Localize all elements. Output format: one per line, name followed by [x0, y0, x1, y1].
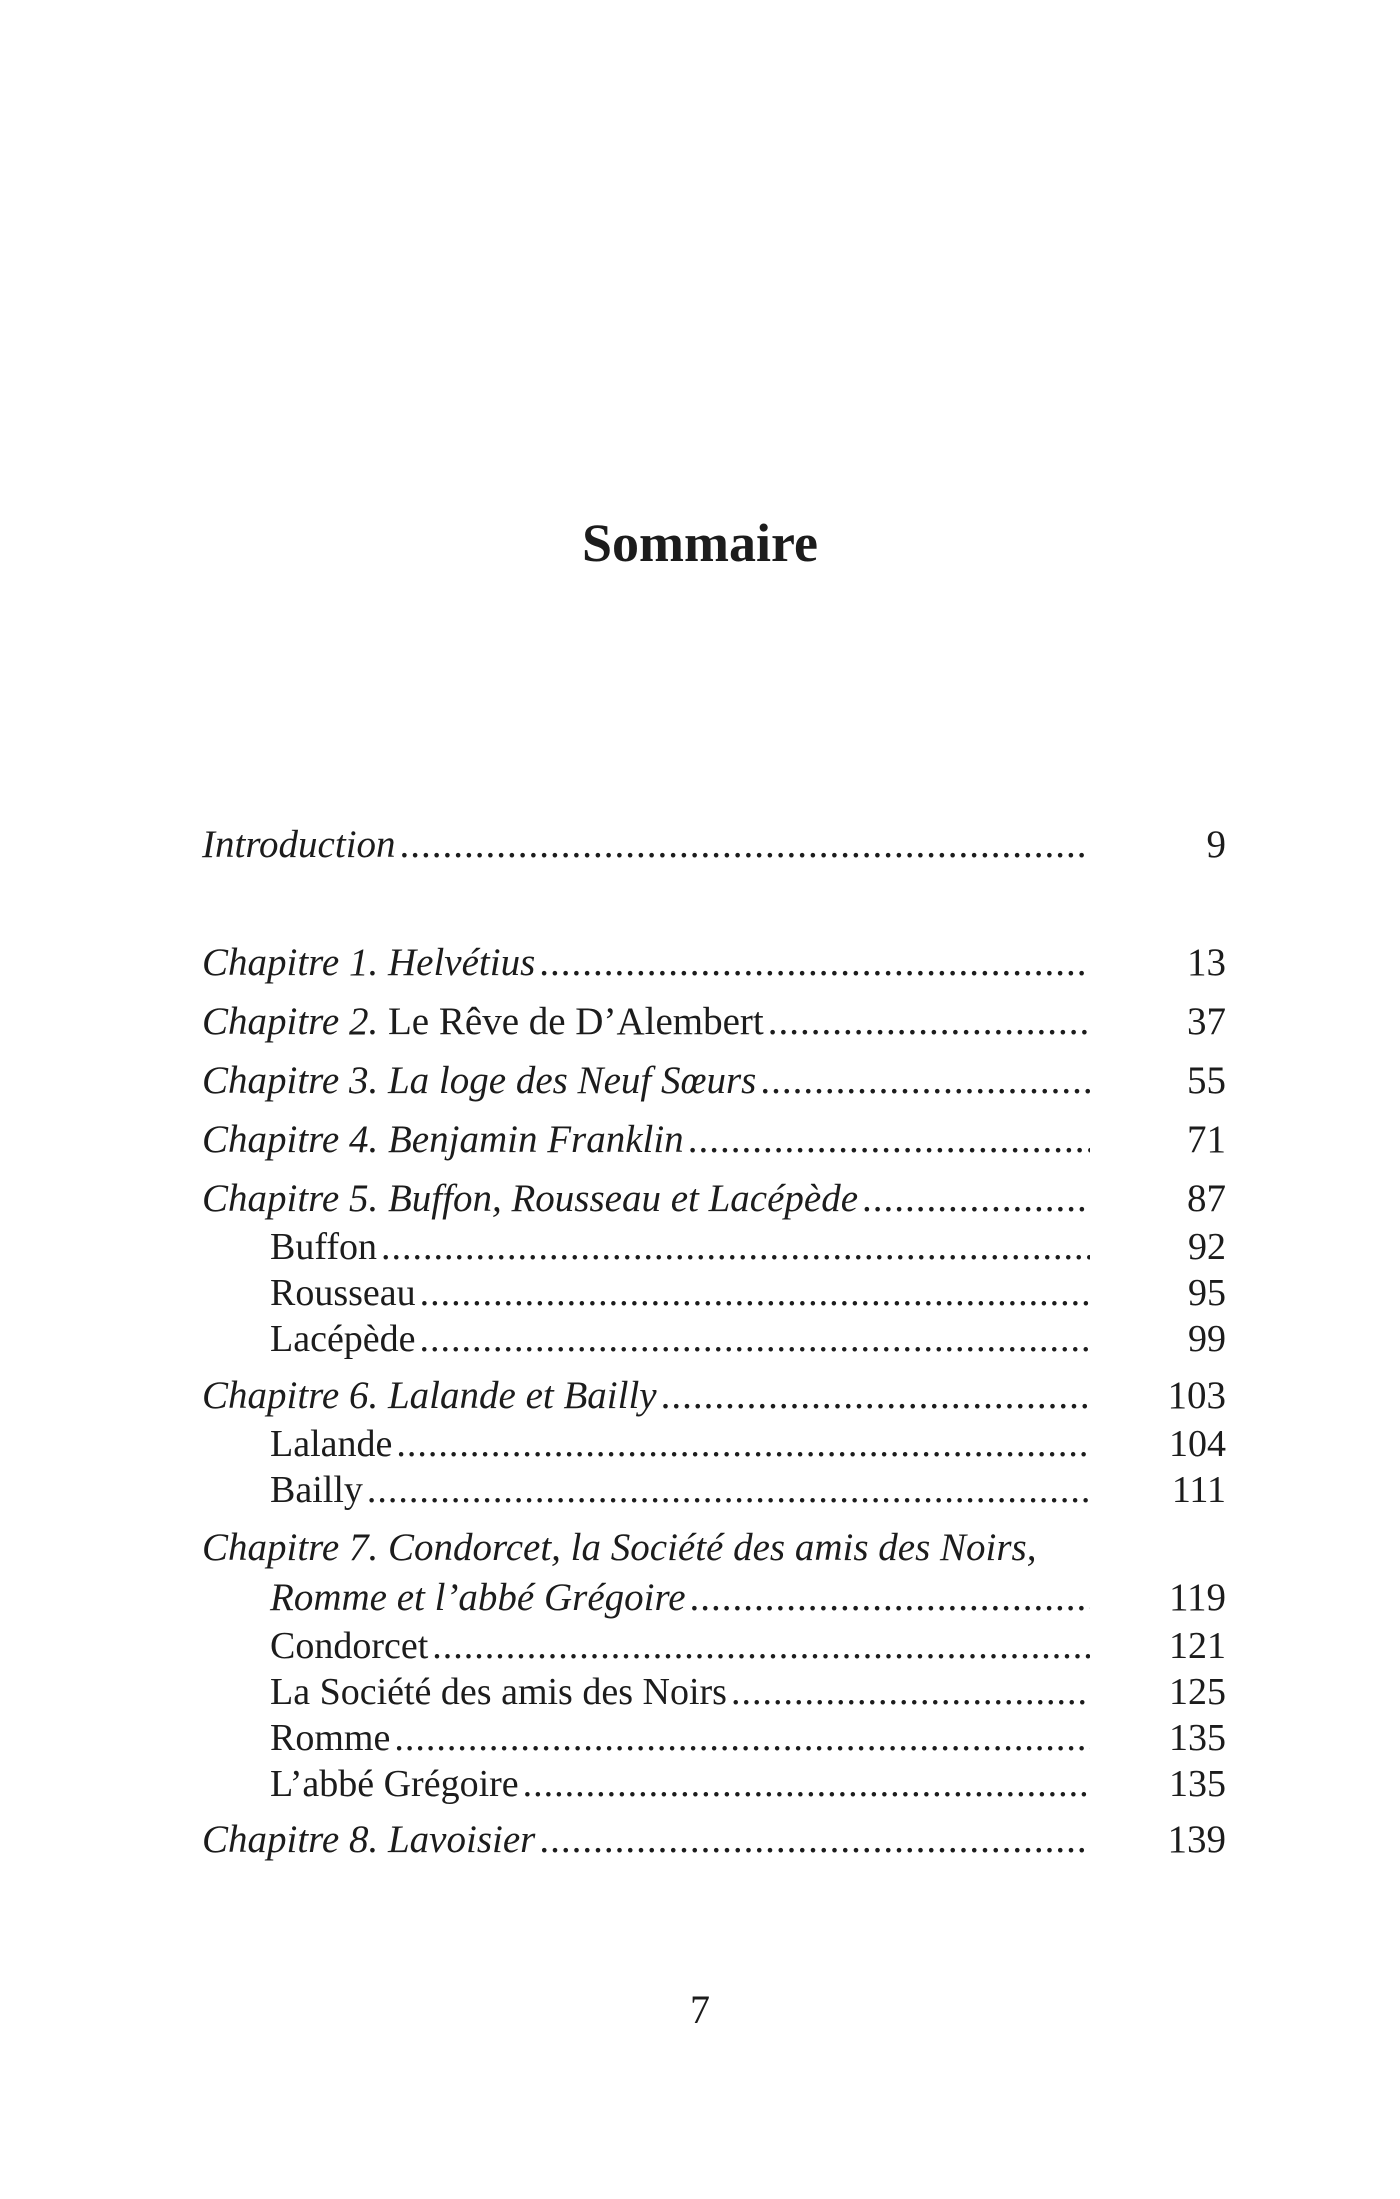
toc-page-number: 55	[1187, 1059, 1226, 1102]
toc-entry-chapter-6[interactable]	[202, 1369, 1226, 1423]
toc-page-number: 125	[1169, 1671, 1226, 1713]
toc-subentry-bailly[interactable]	[202, 1463, 1226, 1517]
toc-page-number: 104	[1169, 1423, 1226, 1465]
chapter-number: Chapitre 1.	[202, 941, 379, 984]
toc-entry-label: L’abbé Grégoire	[270, 1763, 519, 1805]
toc-page-number: 95	[1188, 1272, 1226, 1314]
dot-leader	[661, 1369, 1090, 1423]
toc-page-number: 92	[1188, 1226, 1226, 1268]
chapter-title: Lavoisier	[378, 1818, 536, 1861]
toc-entry-label: Condorcet	[270, 1625, 429, 1667]
dot-leader	[523, 1757, 1090, 1811]
dot-leader	[539, 1813, 1090, 1867]
toc-page-number: 9	[1206, 823, 1226, 866]
chapter-title: Lalande et Bailly	[378, 1374, 657, 1417]
toc-page-number: 13	[1187, 941, 1226, 984]
toc-entry-chapter-2[interactable]	[202, 995, 1226, 1049]
toc-entry-label: La Société des amis des Noirs	[270, 1671, 727, 1713]
dot-leader	[400, 818, 1090, 872]
chapter-number: Chapitre 7.	[202, 1526, 379, 1569]
toc-page-number: 135	[1169, 1717, 1226, 1759]
page-title: Sommaire	[582, 513, 818, 573]
toc-page-number: 103	[1167, 1374, 1226, 1417]
toc-entry-label: Rousseau	[270, 1272, 416, 1314]
toc-page-number: 99	[1188, 1318, 1226, 1360]
toc-entry-label: Lalande	[270, 1423, 393, 1465]
toc-entry-label: Bailly	[270, 1469, 363, 1511]
toc-entry-chapter-8[interactable]	[202, 1813, 1226, 1867]
chapter-title: Benjamin Franklin	[378, 1118, 684, 1161]
toc-entry-chapter-4[interactable]	[202, 1113, 1226, 1167]
toc-page-number: 37	[1187, 1000, 1226, 1043]
dot-leader	[420, 1312, 1090, 1366]
dot-leader	[539, 936, 1090, 990]
toc-entry-label: Lacépède	[270, 1318, 416, 1360]
toc-entry-chapter-5[interactable]	[202, 1172, 1226, 1226]
dot-leader	[688, 1113, 1090, 1167]
chapter-number: Chapitre 5.	[202, 1177, 379, 1220]
toc-page-number: 135	[1169, 1763, 1226, 1805]
toc-entry-label: Romme	[270, 1717, 391, 1759]
toc-page-number: 87	[1187, 1177, 1226, 1220]
toc-entry-chapter-7[interactable]	[202, 1571, 1226, 1625]
chapter-number: Chapitre 8.	[202, 1818, 379, 1861]
toc-entry-label: Introduction	[202, 823, 396, 866]
dot-leader	[862, 1172, 1090, 1226]
toc-page-number: 121	[1169, 1625, 1226, 1667]
dot-leader	[760, 1054, 1090, 1108]
dot-leader	[768, 995, 1090, 1049]
chapter-number: Chapitre 3.	[202, 1059, 379, 1102]
toc-entry-introduction[interactable]	[202, 818, 1226, 872]
page-number: 7	[690, 1987, 710, 2032]
toc-subentry-abbe-gregoire[interactable]	[202, 1757, 1226, 1811]
chapter-number: Chapitre 2.	[202, 1000, 379, 1043]
toc-page-number: 111	[1171, 1469, 1226, 1511]
chapter-title: Helvétius	[378, 941, 536, 984]
toc-page-number: 139	[1167, 1818, 1226, 1861]
toc-subentry-lacepede[interactable]	[202, 1312, 1226, 1366]
toc-entry-chapter-7-heading[interactable]	[202, 1521, 1036, 1575]
chapter-title: Le Rêve de D’Alembert	[378, 1000, 764, 1043]
chapter-number: Chapitre 6.	[202, 1374, 379, 1417]
toc-page-number: 119	[1168, 1576, 1226, 1619]
toc-entry-chapter-1[interactable]	[202, 936, 1226, 990]
toc-entry-chapter-3[interactable]	[202, 1054, 1226, 1108]
chapter-title: Buffon, Rousseau et Lacépède	[378, 1177, 859, 1220]
chapter-title: Condorcet, la Société des amis des Noirs,	[378, 1526, 1037, 1569]
dot-leader	[690, 1571, 1090, 1625]
chapter-title-continued: Romme et l’abbé Grégoire	[270, 1576, 686, 1619]
toc-entry-label: Buffon	[270, 1226, 377, 1268]
toc-page-number: 71	[1187, 1118, 1226, 1161]
dot-leader	[367, 1463, 1090, 1517]
chapter-title: La loge des Neuf Sœurs	[378, 1059, 757, 1102]
chapter-number: Chapitre 4.	[202, 1118, 379, 1161]
